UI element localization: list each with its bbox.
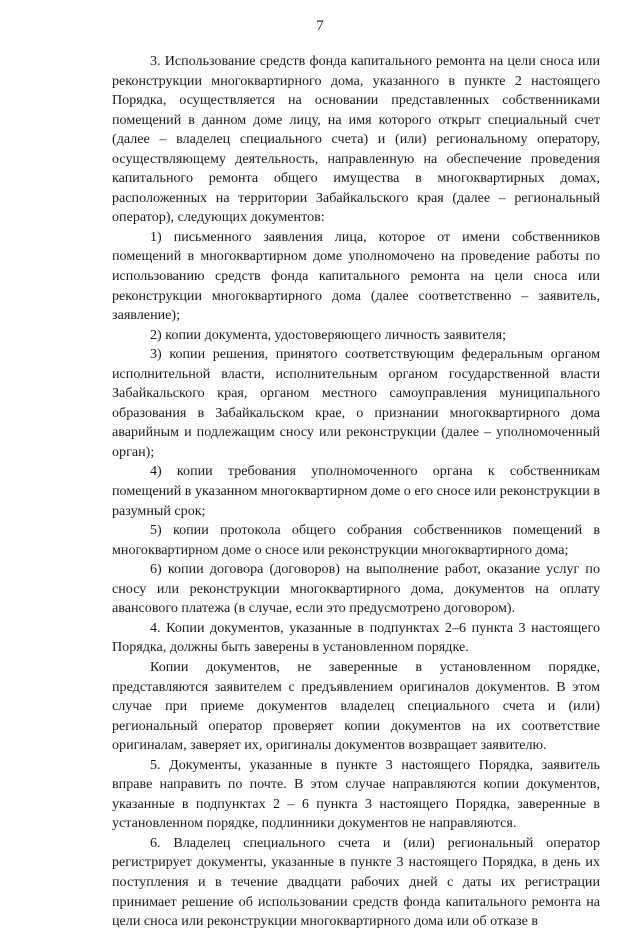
paragraph-5: 5. Документы, указанные в пункте 3 настоящего Порядка, заявитель вправе направить по почте. В этом случае направляются копии документов, указанные в подпунктах 2 – 6 пункта 3 настоящего Порядка, заверенные в установленном порядке, подлинники документов не направляются. [112,756,600,832]
paragraph-3-item-4: 4) копии требования уполномоченного органа к собственникам помещений в указанном многоквартирном доме о его сносе или реконструкции в разумный срок; [112,463,600,519]
paragraph-3-item-2: 2) копии документа, удостоверяющего личность заявителя; [150,326,506,343]
document-body [112,52,600,932]
paragraph-3-item-6: 6) копии договора (договоров) на выполнение работ, оказание услуг по сносу или реконструкции многоквартирного дома, документов на оплату авансового платежа (в случае, если это предусмотрено договором). [112,561,600,617]
paragraph-3-intro: 3. Использование средств фонда капитального ремонта на цели сноса или реконструкции многоквартирного дома, указанного в пункте 2 настоящего Порядка, осуществляется на основании представленных собственниками помещений в данном доме лицу, на имя которого открыт специальный счет (далее – владелец специального счета) и (или) региональному оператору, осуществляющему деятельность, направленную на обеспечение проведения капитального ремонта общего имущества в многоквартирных домах, расположенных на территории Забайкальского края (далее – региональный оператор), следующих документов: [112,53,600,226]
paragraph-3-item-5: 5) копии протокола общего собрания собственников помещений в многоквартирном доме о сносе или реконструкции многоквартирного дома; [112,522,600,558]
paragraph-6: 6. Владелец специального счета и (или) региональный оператор регистрирует документы, указанные в пункте 3 настоящего Порядка, в день их поступления и в течение двадцати рабочих дней с даты их регистрации принимает решение об использовании средств фонда капитального ремонта на цели сноса или реконструкции многоквартирного дома или об отказе в [112,834,600,930]
paragraph-4: 4. Копии документов, указанные в подпунктах 2–6 пункта 3 настоящего Порядка, должны быть заверены в установленном порядке. [112,619,600,656]
paragraph-4-continued: Копии документов, не заверенные в установленном порядке, представляются заявителем с предъявлением оригиналов документов. В этом случае при приеме документов владелец специального счета и (или) региональный оператор проверяет копии документов на их соответствие оригиналам, заверяет их, оригиналы документов возвращает заявителю. [112,658,600,754]
paragraph-3-item-3: 3) копии решения, принятого соответствующим федеральным органом исполнительной власти, исполнительным органом государственной власти Забайкальского края, органом местного самоуправления муниципального образования в Забайкальском крае, о признании многоквартирного дома аварийным и подлежащим сносу или реконструкции (далее – уполномоченный орган); [112,346,600,460]
page-number: 7 [316,18,324,34]
paragraph-3-item-1: 1) письменного заявления лица, которое от имени собственников помещений в многоквартирном доме уполномочено на проведение работы по использованию средств фонда капитального ремонта на цели сноса или реконструкции многоквартирного дома (далее соответственно – заявитель, заявление); [112,228,600,324]
